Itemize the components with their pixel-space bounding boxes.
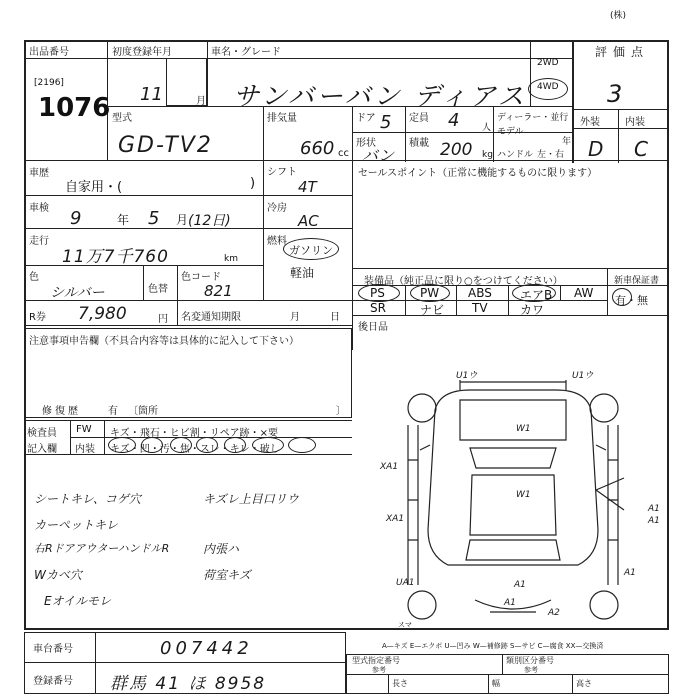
shift-label: シフト (267, 167, 297, 178)
history-label: 車歴 (29, 168, 49, 179)
history-value: 自家用・( (65, 180, 123, 195)
car-damage-diagram (360, 350, 665, 630)
diagram-mark-5: A1 (648, 504, 660, 514)
inspector-label: 検査員 (27, 428, 57, 439)
name-change-day: 日 (330, 312, 340, 323)
load-label: 積載 (409, 138, 429, 149)
note-6: Wカベ穴 (34, 568, 82, 582)
fw-items: キズ・飛石・ヒビ割・リペア跡・×要 (110, 428, 278, 439)
diagram-mark-12: A2 (548, 608, 560, 618)
note-5: 内張ハ (203, 542, 240, 556)
diagram-mark-10: A1 (514, 580, 526, 590)
lot-no-label: 出品番号 (29, 47, 69, 58)
mileage-unit: km (224, 254, 238, 264)
equip-pw: PW (420, 286, 440, 300)
displacement-label: 排気量 (267, 113, 297, 124)
name-change-label: 名変通知期限 (181, 312, 241, 323)
lot-no: 1076 (38, 93, 111, 123)
note-1: シートキレ、コゲ穴 (34, 492, 141, 506)
equip-ps: PS (370, 286, 385, 300)
dealer-label: ディーラー・並行 (497, 113, 569, 123)
inspection-year: 9 (70, 208, 82, 229)
interior-insp-label: 内装 (75, 444, 95, 455)
width-label: 幅 (492, 679, 500, 688)
model: GD-TV2 (118, 133, 213, 158)
note-8: Eオイルモレ (44, 594, 111, 608)
model-year-unit: 年 (562, 137, 572, 147)
score: 3 (607, 80, 623, 108)
color-code-value: 821 (204, 282, 233, 300)
equip-tv: TV (472, 301, 488, 315)
diagram-mark-2: U1ウ (572, 371, 594, 381)
exterior-grade: D (588, 137, 604, 161)
handle-options: 左・右 (537, 150, 565, 160)
height-label: 高さ (576, 679, 592, 688)
inspector-entry-label: 記入欄 (27, 444, 57, 455)
drive-2wd: 2WD (537, 58, 559, 68)
repair-bracket-close: 〕 (336, 406, 346, 417)
class-ref: 参考 (524, 666, 538, 674)
history-close: ) (250, 176, 256, 191)
equip-abs: ABS (468, 286, 492, 300)
sales-point-label: セールスポイント（正常に機能するものに限ります） (358, 168, 598, 179)
reg-month-unit: 月 (196, 96, 206, 107)
handle-label: ハンドル (497, 150, 534, 160)
equip-sr: SR (370, 301, 386, 315)
note-3: カーペットキレ (34, 518, 118, 532)
capacity-label: 定員 (409, 113, 429, 124)
exterior-label: 外装 (580, 117, 600, 128)
diagram-mark-9: UA1 (396, 578, 415, 588)
shift-value: 4T (298, 178, 317, 196)
interior-grade: C (634, 137, 648, 161)
diagram-mark-6: A1 (648, 516, 660, 526)
later-docs-label: 後日品 (358, 322, 388, 333)
reg-year: 11 (140, 84, 163, 105)
equip-navi: ナビ (420, 303, 445, 317)
chassis-label: 車台番号 (33, 644, 73, 655)
person-unit: 人 (482, 123, 492, 133)
reg-label: 登録番号 (33, 676, 73, 687)
fw-label: FW (76, 424, 92, 435)
length-label: 長さ (392, 679, 408, 688)
car-name: サンバーバン ディアス (233, 82, 527, 112)
repair-label: 修復歴 (42, 406, 81, 417)
grade-label: 評価点 (595, 45, 650, 59)
warranty-options: 有・無 (615, 294, 648, 307)
note-4: 右RドアアウターハンドルR (34, 542, 170, 555)
chassis-value: 007442 (160, 638, 253, 659)
first-reg-label: 初度登録年月 (112, 47, 172, 58)
note-2: キズレ上目口リウ (203, 492, 299, 506)
r-unit: 円 (158, 314, 168, 325)
diagram-mark-11: A1 (624, 568, 636, 578)
class-label: 類別区分番号 (506, 656, 554, 665)
kg-unit: kg (482, 150, 493, 160)
fuel-gasoline: ガソリン (289, 244, 333, 257)
ac-value: AC (298, 212, 319, 230)
notes-title: 注意事項申告欄（不具合内容等は具体的に記入して下さい） (29, 336, 299, 347)
inspection-month: 5 (148, 208, 160, 229)
cc-unit: cc (338, 148, 349, 159)
model-label: 型式 (112, 113, 132, 124)
type-cert-label: 型式指定番号 (352, 656, 400, 665)
equipment-label: 装備品（純正品に限り○をつけてください） (364, 276, 563, 287)
shape: バン (362, 146, 395, 165)
ac-label: 冷房 (267, 203, 287, 214)
color-no-label: 色替 (148, 284, 168, 295)
fuel-diesel: 軽油 (290, 266, 315, 280)
inspection-year-unit: 年 (117, 213, 130, 227)
diagram-mark-8: W1 (516, 490, 531, 500)
equip-airbag: エアB (520, 288, 553, 302)
color-value: シルバー (50, 285, 105, 301)
fuel-label: 燃料 (267, 236, 287, 247)
damage-legend: A—キズ E—エクボ U—凹み W—補修跡 S—サビ C—腐食 XX—交換済 (382, 642, 604, 650)
equip-aw: AW (574, 286, 594, 300)
repair-status: 有 (108, 406, 118, 417)
doors: 5 (380, 112, 392, 133)
inspection-label: 車検 (29, 203, 49, 214)
interior-label: 内装 (625, 117, 645, 128)
repair-bracket-open: 〔箇所 (128, 406, 158, 417)
new-warranty-label: 新車保証書 (614, 276, 660, 286)
drive-4wd: 4WD (537, 82, 559, 92)
corner-stamp: (株) (610, 11, 627, 21)
diagram-mark-3: XA1 (380, 462, 399, 472)
r-label: R券 (29, 312, 46, 323)
door-label: ドア (356, 113, 376, 124)
model-year-label: モデル (497, 127, 524, 137)
mileage-value: 11万7千760 (62, 247, 169, 267)
diagram-mark-13: A1 (504, 598, 516, 608)
mileage-label: 走行 (29, 236, 49, 247)
diagram-mark-1: U1ウ (456, 371, 478, 381)
color-label: 色 (29, 272, 39, 283)
name-change-month: 月 (290, 312, 300, 323)
note-7: 荷室キズ (203, 568, 251, 582)
equip-leather: カワ (520, 303, 545, 317)
displacement: 660 (300, 138, 335, 159)
car-name-label: 車名・グレード (211, 47, 281, 58)
color-code-label: 色コード (181, 272, 221, 283)
diagram-mark-14: スマ (398, 621, 412, 629)
reg-value: 群馬 41 ほ 8958 (110, 674, 267, 694)
type-cert-ref: 参考 (372, 666, 386, 674)
inspection-day: (12日) (188, 213, 231, 229)
shape-label: 形状 (356, 138, 376, 149)
interior-items: キズ・凹・汚・焦・スレ・キレ・破し (110, 444, 280, 455)
diagram-mark-4: XA1 (386, 514, 405, 524)
diagram-mark-7: W1 (516, 424, 531, 434)
r-value: 7,980 (78, 304, 127, 324)
load: 200 (440, 140, 473, 160)
auction-code: [2196] (34, 78, 64, 88)
inspection-month-unit: 月 (176, 213, 189, 227)
capacity: 4 (448, 110, 460, 131)
